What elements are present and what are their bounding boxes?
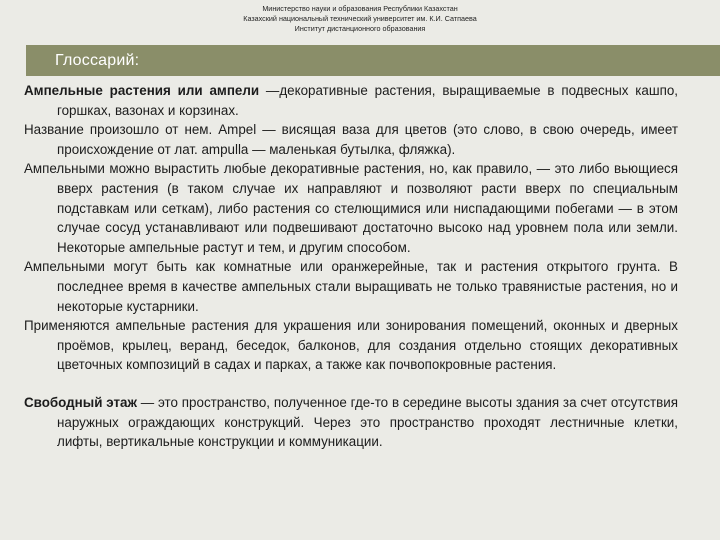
institute-name: Институт дистанционного образования — [294, 24, 426, 33]
institution-header — [0, 4, 720, 34]
free-floor-definition — [24, 393, 678, 452]
ampel-growth: Ампельными можно вырастить любые декоративные растения, но, как правило, — это либо вьющиеся вверх растения (в таком случае их направляют и позволяют расти вверх по специальным подставкам или сеткам), либо растения со стелющимися или ниспадающими побегами — в этом случае сосуд устанавливают или подвешивают достаточно высоко над уровнем пола или земли. Некоторые ампельные растут и тем, и другим способом. — [24, 161, 678, 255]
glossary-banner — [26, 45, 720, 76]
free-floor-definition-text: — это пространство, полученное где-то в середине высоты здания за счет отсутствия наружных ограждающих конструкций. Через это пространство проходят лестничные клетки, лифты, вертикальные конструкции и коммуникации. — [57, 394, 679, 450]
ampel-etymology: Название произошло от нем. Ampel — висящая ваза для цветов (это слово, в свою очередь, имеет происхождение от лат. ampulla — маленькая бутылка, фляжка). — [24, 122, 678, 157]
ampel-types: Ампельными могут быть как комнатные или оранжерейные, так и растения открытого грунта. В последнее время в качестве ампельных стали выращивать не только травянистые растения, но и некоторые кустарники. — [24, 259, 678, 314]
term-ampel: Ампельные растения или ампели — [24, 83, 260, 98]
glossary-content — [24, 81, 678, 452]
ampel-definition — [24, 81, 678, 120]
glossary-title: Глоссарий: — [55, 51, 140, 69]
university-name: Казахский национальный технический университет им. К.И. Сатпаева — [243, 14, 477, 23]
ministry-name: Министерство науки и образования Республики Казахстан — [262, 4, 458, 13]
ampel-definition-text: —декоративные растения, выращиваемые в подвесных кашпо, горшках, вазонах и корзинах. — [57, 83, 678, 118]
term-free-floor: Свободный этаж — [24, 394, 137, 410]
ampel-usage: Применяются ампельные растения для украшения или зонирования помещений, оконных и дверных проёмов, крылец, веранд, беседок, балконов, для создания отдельно стоящих декоративных цветочных композиций в садах и парках, а также как почвопокровные растения. — [24, 318, 678, 373]
